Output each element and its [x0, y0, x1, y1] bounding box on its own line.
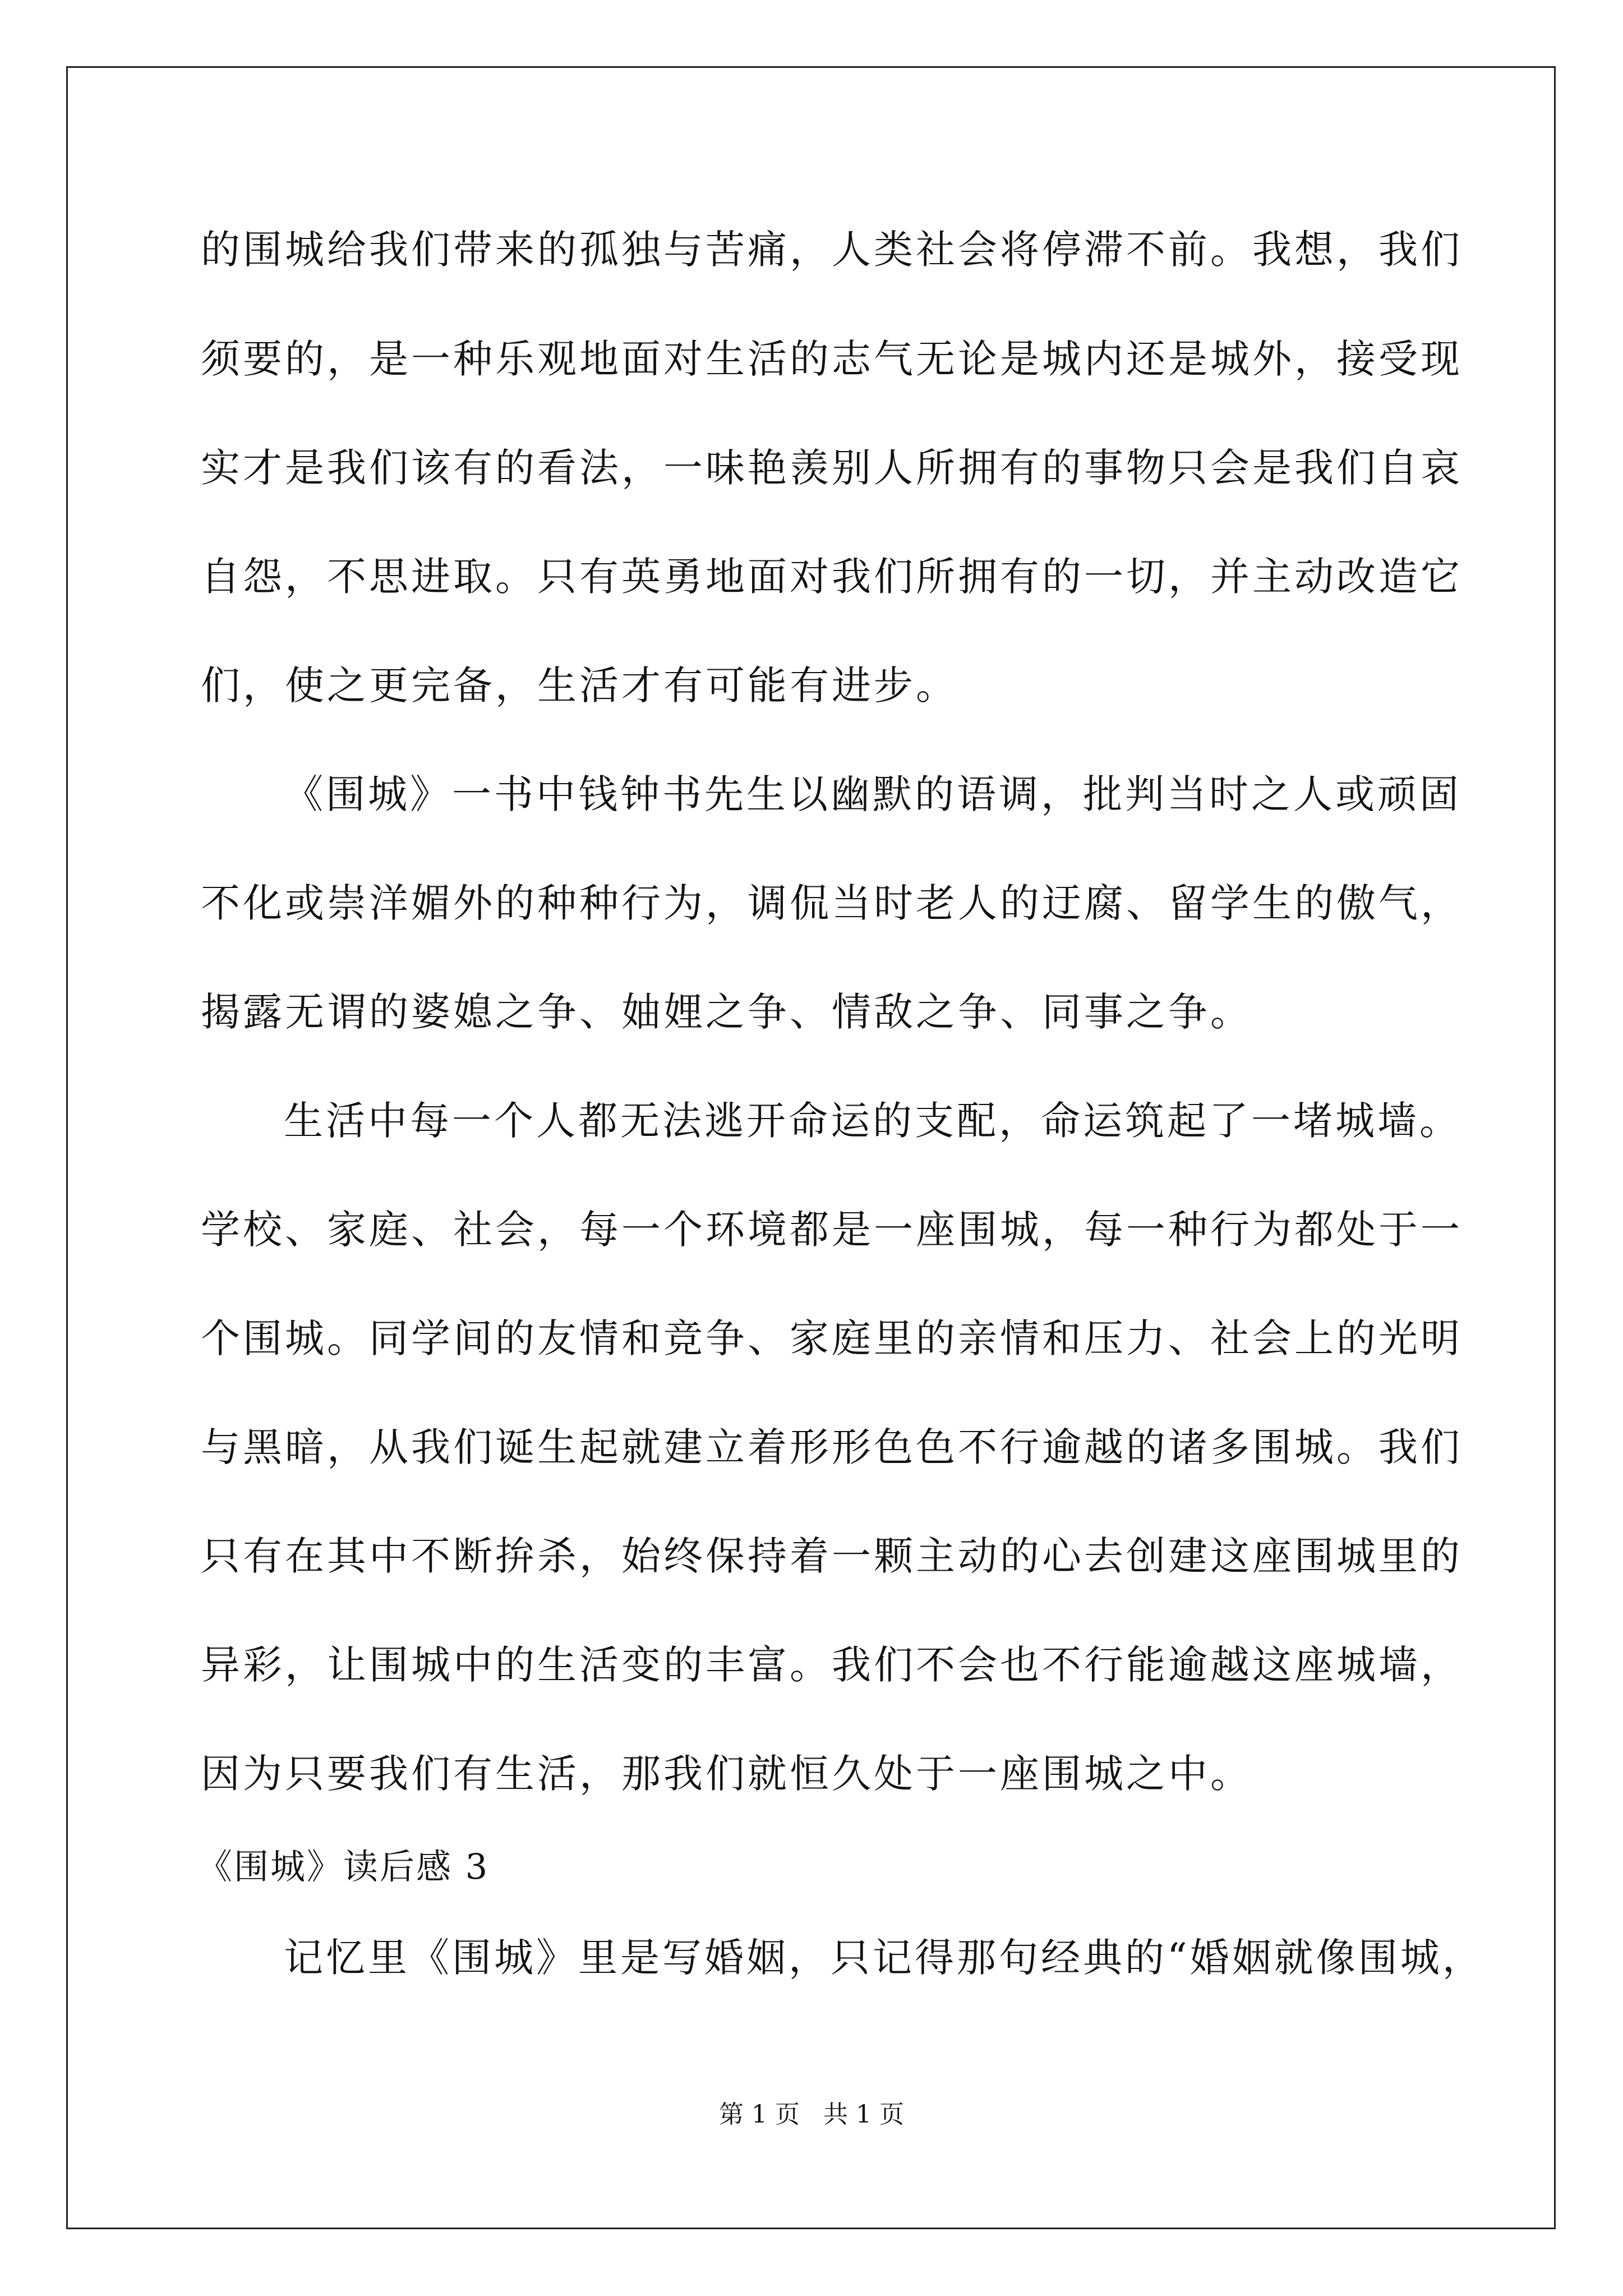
paragraph-first-line: 《围城》一书中钱钟书先生以幽默的语调，批判当时之人或顽固 — [284, 771, 1461, 817]
page-footer: 第 1 页 共 1 页 — [719, 2100, 904, 2129]
text-line: 们，使之更完备，生活才有可能有进步。 — [201, 662, 958, 708]
text-line: 与黑暗，从我们诞生起就建立着形形色色不行逾越的诸多围城。我们 — [201, 1424, 1463, 1470]
text-line: 揭露无谓的婆媳之争、妯娌之争、情敌之争、同事之争。 — [201, 989, 1252, 1035]
text-line: 学校、家庭、社会，每一个环境都是一座围城，每一种行为都处于一 — [201, 1207, 1463, 1253]
text-line: 因为只要我们有生活，那我们就恒久处于一座围城之中。 — [201, 1751, 1252, 1797]
text-line: 实才是我们该有的看法，一味艳羡别人所拥有的事物只会是我们自哀 — [201, 445, 1463, 491]
text-line: 只有在其中不断拚杀，始终保持着一颗主动的心去创建这座围城里的 — [201, 1533, 1463, 1579]
section-heading: 《围城》读后感 3 — [197, 1846, 490, 1887]
paragraph-first-line: 生活中每一个人都无法逃开命运的支配，命运筑起了一堵城墙。 — [284, 1098, 1461, 1144]
text-line: 自怨，不思进取。只有英勇地面对我们所拥有的一切，并主动改造它 — [201, 554, 1463, 600]
text-line: 不化或崇洋媚外的种种行为，调侃当时老人的迂腐、留学生的傲气， — [201, 880, 1463, 926]
text-line: 须要的，是一种乐观地面对生活的志气无论是城内还是城外，接受现 — [201, 336, 1463, 382]
text-line: 异彩，让围城中的生活变的丰富。我们不会也不行能逾越这座城墙， — [201, 1642, 1463, 1688]
text-line: 个围城。同学间的友情和竞争、家庭里的亲情和压力、社会上的光明 — [201, 1315, 1463, 1361]
text-line: 的围城给我们带来的孤独与苦痛，人类社会将停滞不前。我想，我们 — [201, 227, 1463, 273]
paragraph-first-line: 记忆里《围城》里是写婚姻，只记得那句经典的“婚姻就像围城， — [284, 1935, 1484, 1981]
